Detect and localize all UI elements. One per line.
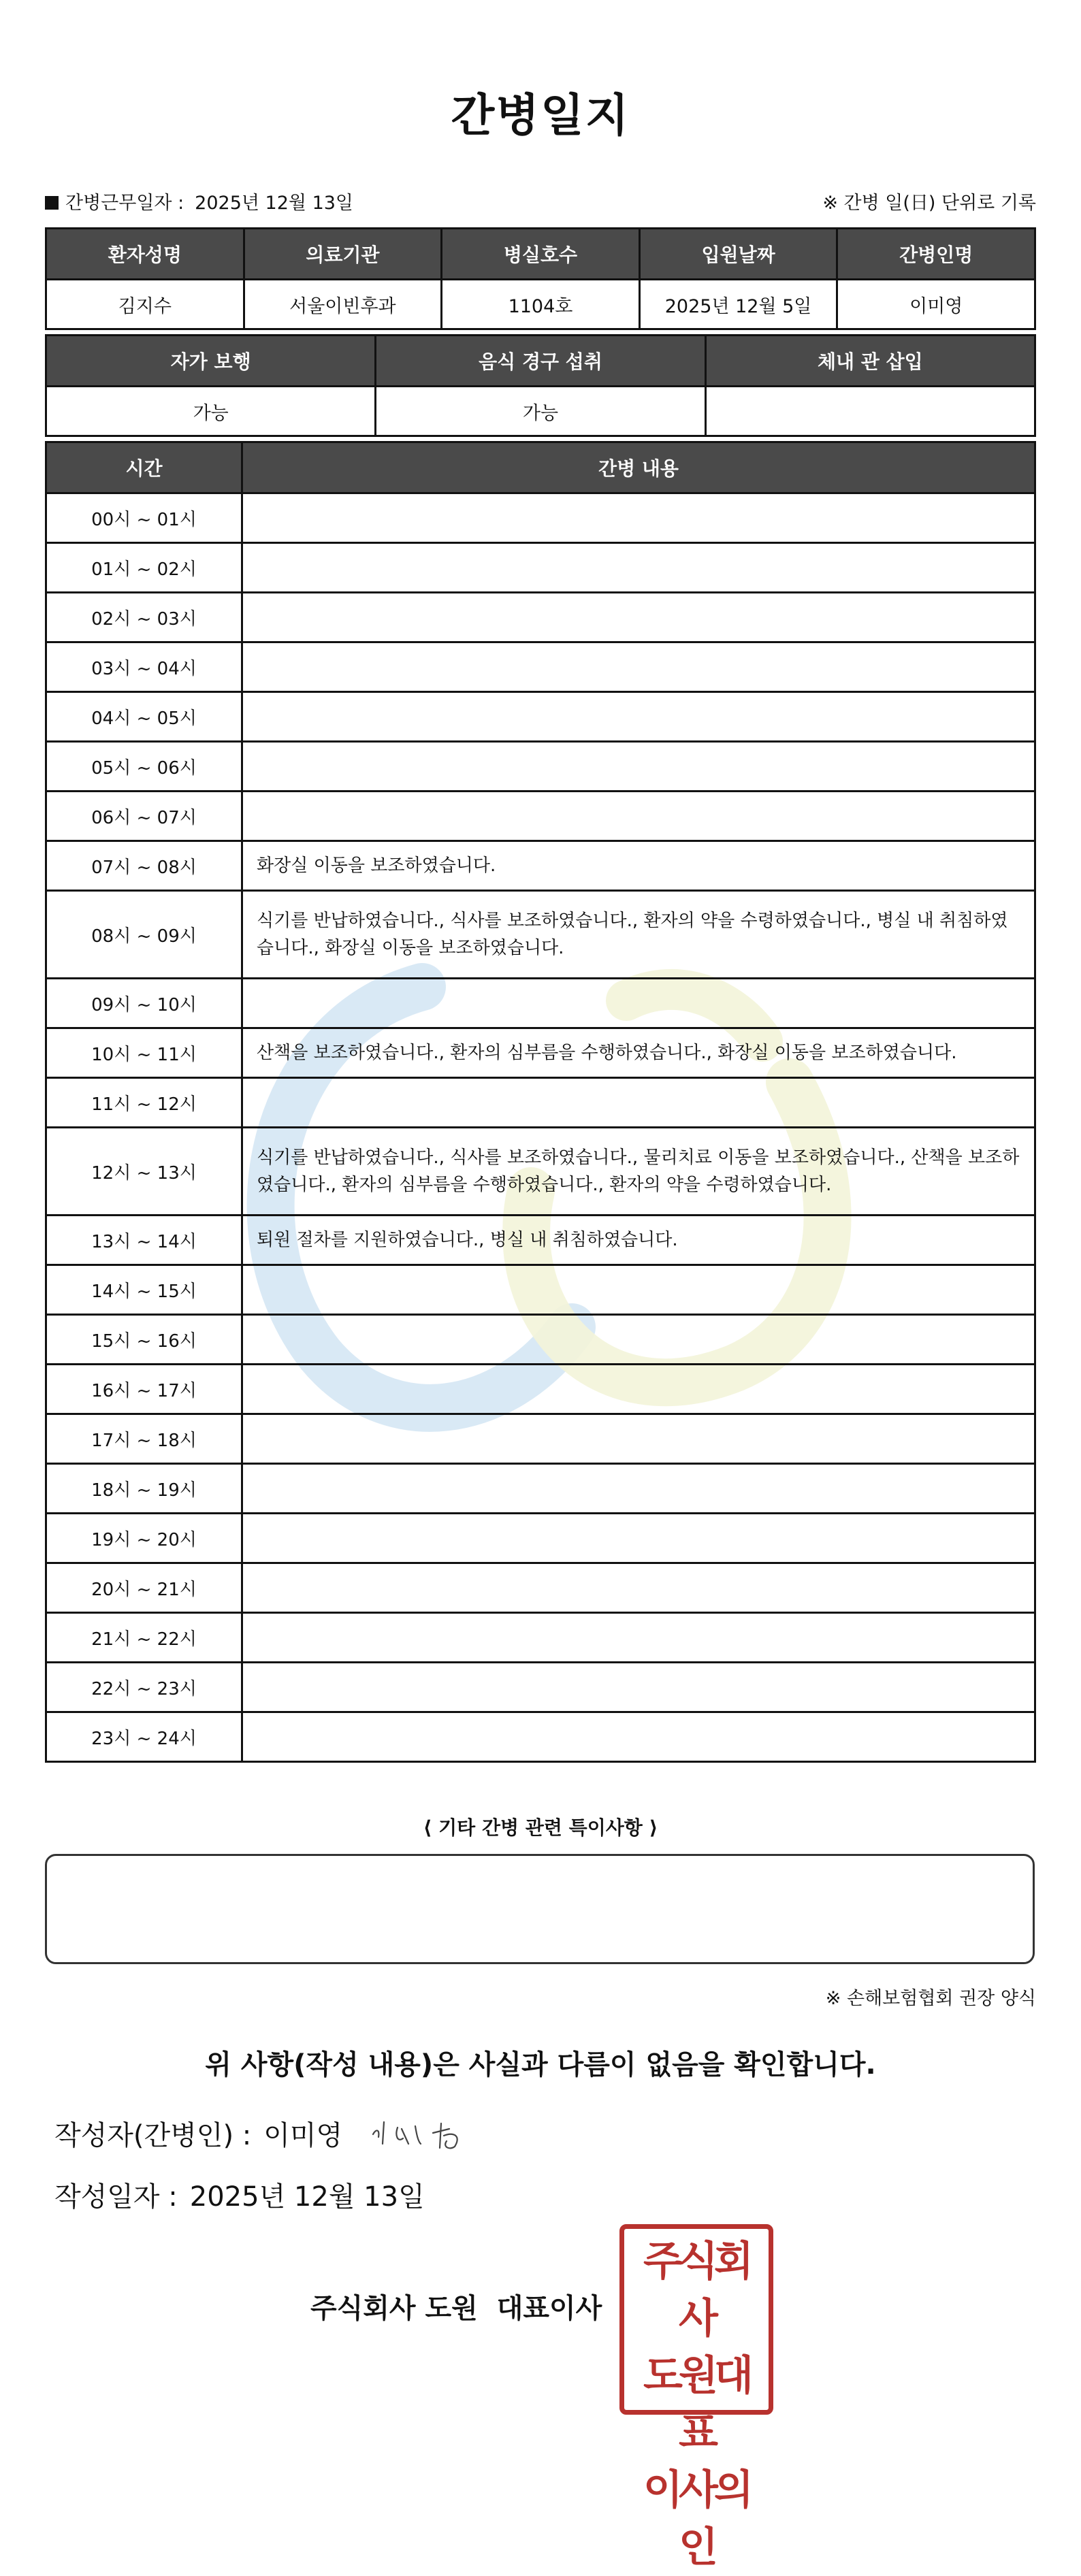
header-patient-name: 환자성명	[46, 229, 244, 280]
writer-label: 작성자(간병인) :	[54, 2120, 252, 2151]
table-row	[46, 493, 1035, 543]
write-date-label: 작성일자 :	[54, 2181, 178, 2213]
log-time: 01시 ~ 02시	[46, 543, 242, 593]
record-unit-note: ※ 간병 일(日) 단위로 기록	[822, 193, 1036, 214]
header-oral-intake: 음식 경구 섭취	[376, 336, 705, 387]
seal-line: 이사의인	[643, 2466, 749, 2571]
log-time: 11시 ~ 12시	[46, 1078, 242, 1128]
work-date-value: 2025년 12월 13일	[195, 193, 354, 214]
caregiver-name: 이미영	[837, 280, 1035, 329]
log-content	[242, 1563, 1035, 1613]
log-content	[242, 692, 1035, 742]
table-row	[46, 792, 1035, 841]
log-content	[242, 979, 1035, 1028]
header-care-content: 간병 내용	[242, 442, 1035, 493]
work-date	[45, 188, 353, 214]
confirmation-statement: 위 사항(작성 내용)은 사실과 다름이 없음을 확인합니다.	[205, 2049, 876, 2081]
log-time: 07시 ~ 08시	[46, 841, 242, 891]
writer-line	[54, 2114, 342, 2153]
log-content	[242, 1663, 1035, 1712]
log-content: 화장실 이동을 보조하였습니다.	[242, 841, 1035, 891]
log-content	[242, 1078, 1035, 1128]
tube-insertion-status	[705, 387, 1035, 436]
log-time: 10시 ~ 11시	[46, 1028, 242, 1078]
header-room: 병실호수	[442, 229, 640, 280]
table-row	[46, 1514, 1035, 1563]
log-time: 09시 ~ 10시	[46, 979, 242, 1028]
log-time: 23시 ~ 24시	[46, 1712, 242, 1762]
table-row	[46, 841, 1035, 891]
log-time: 12시 ~ 13시	[46, 1128, 242, 1216]
table-row	[46, 1315, 1035, 1365]
header-hospital: 의료기관	[244, 229, 442, 280]
log-time: 22시 ~ 23시	[46, 1663, 242, 1712]
write-date-value: 2025년 12월 13일	[189, 2181, 425, 2213]
log-time: 17시 ~ 18시	[46, 1414, 242, 1464]
company-seal	[619, 2224, 773, 2571]
log-time: 18시 ~ 19시	[46, 1464, 242, 1514]
header-time: 시간	[46, 442, 242, 493]
seal-line: 주식회사	[643, 2238, 749, 2343]
special-notes-box	[45, 1854, 1035, 1964]
recommend-note: ※ 손해보험협회 권장 양식	[825, 1988, 1036, 2009]
square-bullet-icon	[45, 196, 59, 210]
table-row	[46, 543, 1035, 593]
log-content	[242, 1365, 1035, 1414]
table-row	[46, 1712, 1035, 1762]
walking-status: 가능	[46, 387, 376, 436]
log-content	[242, 1712, 1035, 1762]
table-row	[46, 1563, 1035, 1613]
care-log-table	[45, 441, 1036, 1763]
company-name: 주식회사 도원	[310, 2293, 478, 2324]
log-time: 04시 ~ 05시	[46, 692, 242, 742]
log-content	[242, 792, 1035, 841]
log-content	[242, 742, 1035, 792]
work-date-label: 간병근무일자 :	[65, 193, 184, 214]
handwritten-signature	[368, 2108, 490, 2156]
patient-status-table	[45, 334, 1036, 437]
log-content	[242, 1613, 1035, 1663]
log-time: 06시 ~ 07시	[46, 792, 242, 841]
log-time: 05시 ~ 06시	[46, 742, 242, 792]
log-content	[242, 593, 1035, 642]
log-time: 20시 ~ 21시	[46, 1563, 242, 1613]
room-number: 1104호	[442, 280, 640, 329]
table-row	[46, 1365, 1035, 1414]
log-content	[242, 493, 1035, 543]
admission-date: 2025년 12월 5일	[639, 280, 837, 329]
log-content	[242, 1414, 1035, 1464]
table-row	[46, 1128, 1035, 1216]
header-walking: 자가 보행	[46, 336, 376, 387]
log-time: 16시 ~ 17시	[46, 1365, 242, 1414]
meta-row	[45, 188, 1036, 215]
company-representative-title: 대표이사	[496, 2293, 602, 2324]
table-row	[46, 1464, 1035, 1514]
log-content	[242, 642, 1035, 692]
table-row	[46, 979, 1035, 1028]
log-time: 13시 ~ 14시	[46, 1216, 242, 1265]
log-content	[242, 1464, 1035, 1514]
table-row	[46, 1414, 1035, 1464]
log-time: 03시 ~ 04시	[46, 642, 242, 692]
hospital: 서울이빈후과	[244, 280, 442, 329]
table-row	[46, 1265, 1035, 1315]
log-content	[242, 1315, 1035, 1365]
table-row	[46, 1613, 1035, 1663]
oral-intake-status: 가능	[376, 387, 705, 436]
patient-info-table	[45, 227, 1036, 330]
log-time: 08시 ~ 09시	[46, 891, 242, 979]
page-title: 간병일지	[451, 89, 630, 142]
writer-name: 이미영	[263, 2120, 343, 2151]
table-row	[46, 692, 1035, 742]
log-content	[242, 543, 1035, 593]
log-content	[242, 1514, 1035, 1563]
write-date-line	[54, 2175, 425, 2214]
table-row	[46, 1028, 1035, 1078]
table-row	[46, 891, 1035, 979]
log-time: 21시 ~ 22시	[46, 1613, 242, 1663]
log-time: 15시 ~ 16시	[46, 1315, 242, 1365]
header-tube-insertion: 체내 관 삽입	[705, 336, 1035, 387]
log-time: 00시 ~ 01시	[46, 493, 242, 543]
log-time: 02시 ~ 03시	[46, 593, 242, 642]
company-line	[310, 2287, 602, 2326]
log-time: 14시 ~ 15시	[46, 1265, 242, 1315]
table-row	[46, 742, 1035, 792]
log-content: 식기를 반납하였습니다., 식사를 보조하였습니다., 환자의 약을 수령하였습니다., 병실 내 취침하였습니다., 화장실 이동을 보조하였습니다.	[242, 891, 1035, 979]
table-row	[46, 593, 1035, 642]
table-row	[46, 1216, 1035, 1265]
patient-name: 김지수	[46, 280, 244, 329]
log-content: 퇴원 절차를 지원하였습니다., 병실 내 취침하였습니다.	[242, 1216, 1035, 1265]
log-content: 식기를 반납하였습니다., 식사를 보조하였습니다., 물리치료 이동을 보조하였습니다., 산책을 보조하였습니다., 환자의 심부름을 수행하였습니다., 환자의 약을 수령하였습니다.	[242, 1128, 1035, 1216]
log-time: 19시 ~ 20시	[46, 1514, 242, 1563]
table-row	[46, 1078, 1035, 1128]
header-admission-date: 입원날짜	[639, 229, 837, 280]
log-content: 산책을 보조하였습니다., 환자의 심부름을 수행하였습니다., 화장실 이동을 보조하였습니다.	[242, 1028, 1035, 1078]
table-row	[46, 1663, 1035, 1712]
seal-line: 도원대표	[643, 2352, 749, 2457]
log-content	[242, 1265, 1035, 1315]
header-caregiver: 간병인명	[837, 229, 1035, 280]
special-notes-title: ⟨ 기타 간병 관련 특이사항 ⟩	[423, 1816, 658, 1839]
table-row	[46, 642, 1035, 692]
